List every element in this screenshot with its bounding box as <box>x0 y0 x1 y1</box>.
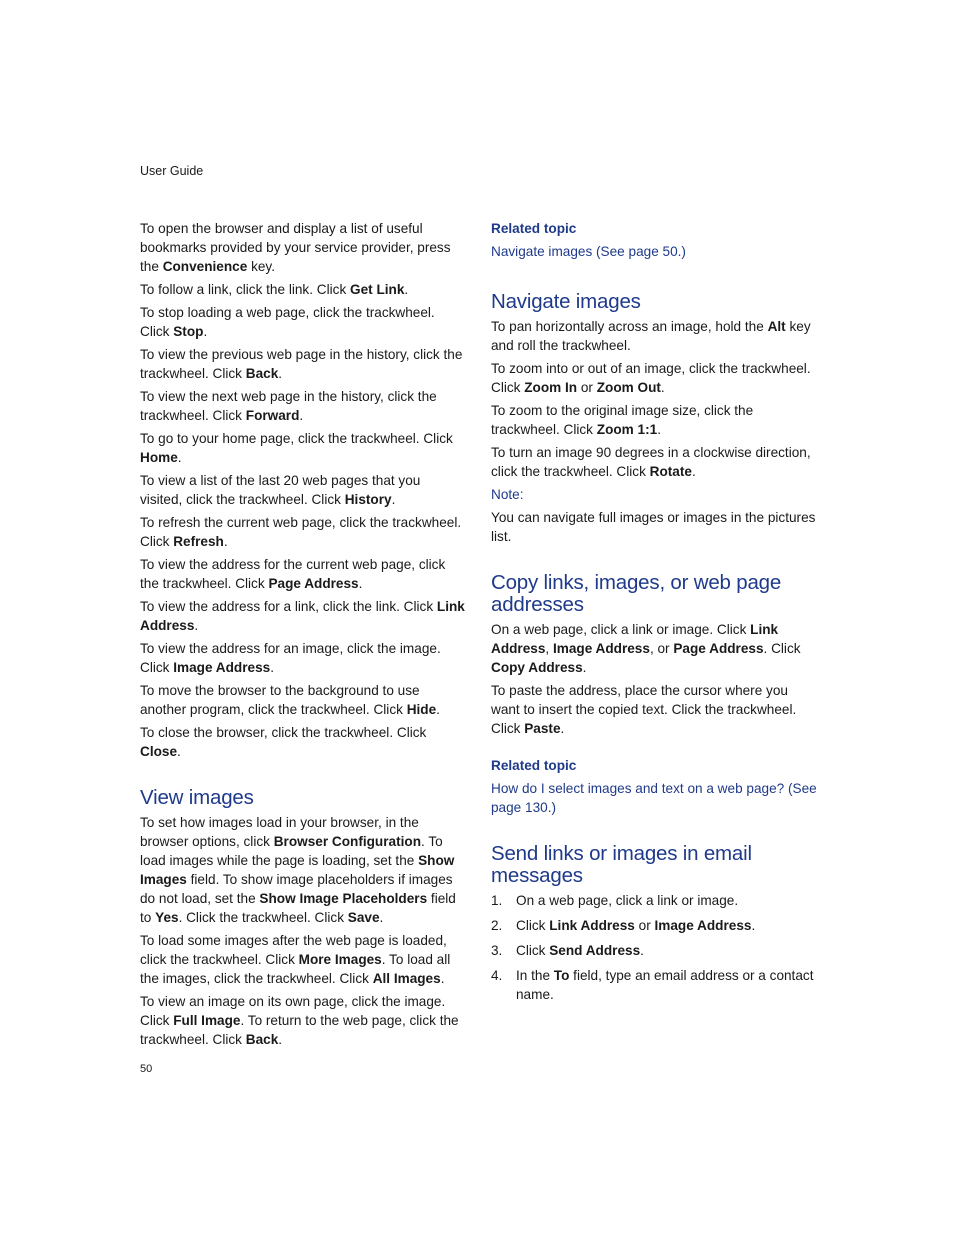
browser-actions <box>140 219 466 761</box>
ui-term: Link Address <box>140 599 465 633</box>
ui-term: Alt <box>767 319 786 334</box>
paragraph: On a web page, click a link or image. Click Link Address, Image Address, or Page Address. Click Copy Address. <box>491 622 801 675</box>
ui-term: Image Address <box>173 660 271 675</box>
ui-term: Send Address <box>549 943 641 958</box>
paragraph: To load some images after the web page is loaded, click the trackwheel. Click More Images. To load all the images, click the trackwheel. Click All Images. <box>140 933 451 986</box>
ui-term: Image Address <box>552 641 650 656</box>
page-number: 50 <box>140 1063 153 1075</box>
list-item <box>491 941 817 960</box>
ui-term: Stop <box>173 324 204 339</box>
paragraph: To stop loading a web page, click the trackwheel. Click Stop. <box>140 305 435 339</box>
ui-term: Link Address <box>491 622 779 656</box>
step-number: 3. <box>491 943 503 958</box>
paragraph: To view the address for the current web page, click the trackwheel. Click Page Address. <box>140 557 446 591</box>
paragraph: To view the address for an image, click the image. Click Image Address. <box>140 641 441 675</box>
heading-view-images: View images <box>140 786 254 809</box>
paragraph: To pan horizontally across an image, hold the Alt key and roll the trackwheel. <box>491 319 811 353</box>
ui-term: Save <box>347 910 380 925</box>
view-images-body <box>140 813 466 1049</box>
ui-term: Link Address <box>549 918 635 933</box>
copy-links-body <box>491 620 817 738</box>
paragraph: To view an image on its own page, click the image. Click Full Image. To return to the web page, click the trackwheel. Click Back. <box>140 994 459 1047</box>
ui-term: Show Image Placeholders <box>259 891 428 906</box>
paragraph: To view the previous web page in the history, click the trackwheel. Click Back. <box>140 347 463 381</box>
send-steps-list <box>491 891 817 1004</box>
paragraph: To view the next web page in the history, click the trackwheel. Click Forward. <box>140 389 437 423</box>
paragraph: To zoom into or out of an image, click the trackwheel. Click Zoom In or Zoom Out. <box>491 361 811 395</box>
step-number: 1. <box>491 893 503 908</box>
step-text: Click Send Address. <box>516 943 644 958</box>
ui-term: Image Address <box>654 918 752 933</box>
paragraph: To move the browser to the background to use another program, click the trackwheel. Click Hide. <box>140 683 440 717</box>
ui-term: Paste <box>524 721 561 736</box>
ui-term: Yes <box>155 910 179 925</box>
ui-term: Page Address <box>673 641 764 656</box>
navigate-images-body <box>491 317 817 481</box>
ui-term: Page Address <box>268 576 359 591</box>
paragraph: To follow a link, click the link. Click Get Link. <box>140 282 409 297</box>
paragraph: To set how images load in your browser, in the browser options, click Browser Configuration. To load images while the page is loading, set the Show Images field. To show image placeholders if images do not load, set the Show Image Placeholders field to Yes. Click the trackwheel. Click Save. <box>140 815 456 925</box>
step-text: Click Link Address or Image Address. <box>516 918 756 933</box>
list-item <box>491 966 817 1004</box>
list-item <box>491 916 817 935</box>
ui-term: Zoom 1:1 <box>596 422 658 437</box>
paragraph: To view a list of the last 20 web pages that you visited, click the trackwheel. Click History. <box>140 473 421 507</box>
heading-copy-links: Copy links, images, or web page addresses <box>491 571 782 616</box>
ui-term: Browser Configuration <box>273 834 422 849</box>
list-item <box>491 891 817 910</box>
ui-term: Rotate <box>649 464 692 479</box>
ui-term: Hide <box>406 702 437 717</box>
ui-term: Full Image <box>173 1013 241 1028</box>
running-header: User Guide <box>140 164 204 178</box>
step-number: 4. <box>491 968 503 983</box>
left-column <box>140 219 466 1053</box>
paragraph: To open the browser and display a list of useful bookmarks provided by your service provider, press the Convenience key. <box>140 221 451 274</box>
ui-term: Zoom In <box>524 380 578 395</box>
ui-term: Back <box>245 1032 279 1047</box>
ui-term: Show Images <box>140 853 455 887</box>
ui-term: Home <box>140 450 178 465</box>
ui-term: Back <box>245 366 279 381</box>
ui-term: More Images <box>298 952 382 967</box>
related-link-navigate-images[interactable]: Navigate images (See page 50.) <box>491 244 686 259</box>
step-text: On a web page, click a link or image. <box>516 893 739 908</box>
ui-term: To <box>553 968 570 983</box>
step-text: In the To field, type an email address or a contact name. <box>516 968 814 1002</box>
paragraph: To refresh the current web page, click the trackwheel. Click Refresh. <box>140 515 462 549</box>
ui-term: All Images <box>372 971 441 986</box>
heading-send-links: Send links or images in email messages <box>491 842 752 887</box>
step-number: 2. <box>491 918 503 933</box>
heading-navigate-images: Navigate images <box>491 290 641 313</box>
right-column <box>491 219 817 1010</box>
paragraph: To turn an image 90 degrees in a clockwise direction, click the trackwheel. Click Rotate. <box>491 445 811 479</box>
ui-term: Refresh <box>173 534 224 549</box>
related-topic-label: Related topic <box>491 221 577 236</box>
paragraph: To close the browser, click the trackwheel. Click Close. <box>140 725 427 759</box>
ui-term: Close <box>140 744 178 759</box>
paragraph: To go to your home page, click the trackwheel. Click Home. <box>140 431 453 465</box>
ui-term: Get Link <box>350 282 405 297</box>
ui-term: Forward <box>245 408 300 423</box>
paragraph: To paste the address, place the cursor where you want to insert the copied text. Click the trackwheel. Click Paste. <box>491 683 797 736</box>
note-label: Note: <box>491 487 524 502</box>
ui-term: Zoom Out <box>596 380 661 395</box>
note-text: You can navigate full images or images in the pictures list. <box>491 510 816 544</box>
paragraph: To view the address for a link, click the link. Click Link Address. <box>140 599 465 633</box>
related-topic-label-2: Related topic <box>491 758 577 773</box>
ui-term: Copy Address <box>491 660 583 675</box>
related-link-select-images[interactable]: How do I select images and text on a web page? (See page 130.) <box>491 781 817 815</box>
paragraph: To zoom to the original image size, click the trackwheel. Click Zoom 1:1. <box>491 403 754 437</box>
ui-term: History <box>344 492 392 507</box>
ui-term: Convenience <box>162 259 248 274</box>
